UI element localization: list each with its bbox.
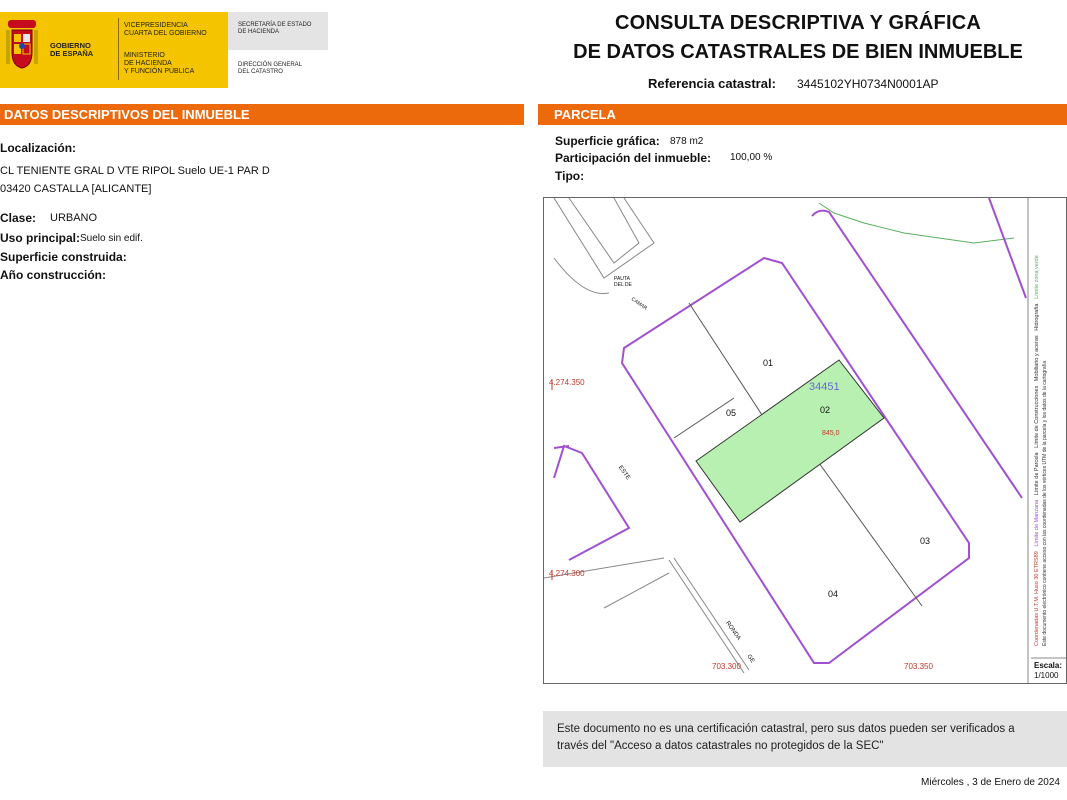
legend-manzana: Límite de Manzana	[1034, 499, 1040, 547]
gobierno-label: GOBIERNO DE ESPAÑA	[50, 41, 94, 58]
legend-zona-verde: Límite zona verde	[1034, 255, 1040, 299]
verification-notice	[543, 711, 1067, 767]
localizacion-label: Localización:	[0, 141, 77, 155]
green-zone-line	[819, 203, 1014, 243]
tipo-label: Tipo:	[555, 169, 585, 183]
uso-principal-label: Uso principal:	[0, 231, 81, 245]
map-drawing	[544, 198, 1066, 683]
parcel-area-label: 845,0	[822, 430, 840, 437]
legend-utm: Coordenadas U.T.M. Huso 30 ETRS89	[1034, 551, 1040, 646]
secretaria-label: SECRETARÍA DE ESTADO DE HACIENDA	[238, 22, 312, 35]
parcel-01-label: 01	[763, 358, 774, 368]
notice-line2: través del "Acceso a datos catastrales no protegidos de la SEC"	[557, 740, 884, 752]
document-title-line1: CONSULTA DESCRIPTIVA Y GRÁFICA	[614, 12, 982, 34]
block-number-label: 34451	[809, 381, 840, 393]
curb-line	[554, 258, 609, 294]
document-date: Miércoles , 3 de Enero de 2024	[921, 777, 1060, 788]
road-edge	[674, 558, 749, 670]
legend-hidrografia: Hidrografía	[1034, 303, 1040, 331]
building-outline	[569, 198, 639, 263]
clase-label: Clase:	[0, 211, 37, 225]
road-edge	[604, 573, 669, 608]
datos-descriptivos-header: DATOS DESCRIPTIVOS DEL INMUEBLE	[0, 104, 524, 125]
coord-y1-label: 4.274.350	[549, 378, 585, 387]
superficie-construida-label: Superficie construida:	[0, 250, 127, 264]
street-label-camar: CAMAR	[629, 296, 649, 312]
street-label-ronda: RONDA	[724, 620, 742, 642]
street-label-ge: GE	[745, 653, 756, 665]
localizacion-line1: CL TENIENTE GRAL D VTE RIPOL Suelo UE-1 PAR D	[0, 165, 270, 177]
document-title-line2: DE DATOS CATASTRALES DE BIEN INMUEBLE	[573, 41, 1023, 63]
uso-principal-value: Suelo sin edif.	[80, 233, 143, 244]
notice-line1: Este documento no es una certificación catastral, pero sus datos pueden ser verificados a	[557, 723, 1015, 735]
escala-value: 1/1000	[1034, 671, 1059, 680]
parcel-02-label: 02	[820, 405, 831, 415]
parcel-04-label: 04	[828, 589, 839, 599]
participacion-label: Participación del inmueble:	[555, 151, 712, 165]
localizacion-line2: 03420 CASTALLA [ALICANTE]	[0, 183, 152, 195]
coat-of-arms-icon	[4, 18, 40, 80]
parcel-divider	[674, 398, 737, 438]
legend-parcela: Límite de Parcela	[1034, 452, 1040, 496]
block-outline-left	[554, 446, 629, 560]
legend-mobiliario: Mobiliario y aceras	[1034, 335, 1040, 382]
escala-label: Escala:	[1034, 661, 1063, 670]
parcel-05-label: 05	[726, 408, 737, 418]
participacion-value: 100,00 %	[730, 152, 773, 163]
block-outline-right-top	[989, 198, 1026, 298]
parcel-03-label: 03	[920, 536, 931, 546]
ministerio-label: MINISTERIO DE HACIENDA Y FUNCIÓN PÚBLICA	[124, 52, 195, 75]
street-label-top: PAUTA DEL DE	[614, 276, 632, 288]
coord-y2-label: 4.274.300	[549, 569, 585, 578]
ref-catastral-value: 3445102YH0734N0001AP	[797, 77, 939, 91]
superficie-grafica-label: Superficie gráfica:	[555, 134, 660, 148]
direccion-label: DIRECCIÓN GENERAL DEL CATASTRO	[238, 62, 303, 75]
coord-x2-label: 703.350	[904, 662, 933, 671]
parcel-divider	[819, 463, 922, 606]
clase-value: URBANO	[50, 212, 98, 224]
superficie-grafica-value: 878 m2	[670, 136, 704, 147]
parcela-header: PARCELA	[538, 104, 1067, 125]
anio-construccion-label: Año construcción:	[0, 268, 107, 282]
vicepresidencia-label: VICEPRESIDENCIA CUARTA DEL GOBIERNO	[124, 22, 207, 37]
legend-note: Este documento electrónico contiene acceso con las coordenadas de los vértices UTM de la parcela y los datos de la cartografía	[1042, 360, 1048, 646]
road-edge	[669, 560, 744, 673]
ref-catastral-label: Referencia catastral:	[648, 76, 776, 91]
street-label-este: ESTE	[616, 464, 631, 482]
logo-divider	[118, 18, 119, 80]
highlighted-parcel	[696, 360, 884, 522]
cadastral-map	[543, 197, 1067, 684]
coord-x1-label: 703.300	[712, 662, 741, 671]
building-outline	[554, 198, 654, 278]
map-legend	[1033, 206, 1049, 646]
legend-construcciones: Límite de Construcciones	[1034, 385, 1040, 448]
parcel-divider	[689, 303, 764, 418]
